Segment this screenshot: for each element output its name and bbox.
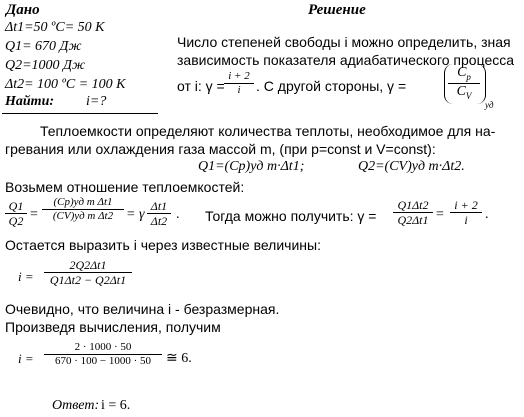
ratio-q1: Q1	[8, 199, 24, 213]
p3-text: Возьмем отношение теплоемкостей:	[5, 179, 245, 195]
gamma-period: .	[485, 207, 489, 222]
gamma-q-fraction	[393, 199, 433, 226]
calc-den: 670 · 100 − 1000 · 50	[54, 355, 152, 367]
cp-symbol: C	[457, 65, 467, 80]
ratio-num: (Cp)уд m Δt1	[53, 196, 113, 208]
cv-symbol: C	[456, 83, 466, 99]
find-label: Найти:	[5, 94, 55, 109]
find-value: i=?	[86, 94, 107, 109]
p2-line1: Теплоемкости определяют количества теплоты, необходимое для на-	[40, 123, 496, 139]
p2-q1-formula: Q1=(Cp)уд m·Δt1;	[198, 159, 305, 174]
ratio-dt2: Δt2	[150, 214, 168, 228]
i-label: i =	[18, 269, 34, 284]
gamma-den: i	[237, 84, 241, 96]
p6-text: Произведя вычисления, получим	[5, 319, 221, 335]
given-q2: Q2=1000 Дж	[5, 58, 85, 73]
given-q1: Q1= 670 Дж	[5, 39, 82, 54]
i-den: Q1Δt2 − Q2Δt1	[49, 273, 127, 287]
gamma-q-num: Q1Δt2	[397, 198, 429, 212]
p2-q2-formula: Q2=(CV)уд m·Δt2.	[358, 159, 465, 174]
p1-line3-b: . С другой стороны, γ =	[256, 78, 407, 94]
gamma-i-num: i + 2	[454, 198, 478, 212]
calc-fraction	[44, 342, 162, 367]
ratio-gamma: = γ	[126, 207, 145, 222]
gamma-eq2: =	[436, 207, 444, 222]
i-fraction	[44, 259, 132, 286]
ratio-dt1: Δt1	[150, 199, 168, 213]
gamma-q-den: Q2Δt1	[397, 213, 429, 227]
given-dt2: Δt2= 100 ºC = 100 К	[5, 77, 126, 92]
answer-label: Ответ:	[52, 398, 100, 413]
ud-sub: уд	[485, 100, 494, 110]
gamma-i-den: i	[464, 213, 468, 227]
ratio-c-fraction	[42, 197, 124, 222]
cp-sub: p	[466, 71, 471, 82]
calc-num: 2 · 1000 · 50	[74, 341, 132, 353]
gamma-fraction	[224, 71, 254, 96]
p5-text: Очевидно, что величина i - безразмерная.	[5, 301, 280, 317]
gamma-i-fraction	[450, 199, 482, 226]
cp-cv-fraction	[448, 66, 480, 101]
calc-label: i =	[18, 351, 34, 366]
p1-line2: зависимость показателя адиабатического процесса	[177, 52, 515, 68]
given-divider	[2, 113, 158, 114]
ratio-period: .	[176, 207, 180, 222]
answer-value: i = 6.	[101, 398, 131, 413]
p1-line1: Число степеней свободы i можно определить, зная	[177, 34, 511, 50]
ratio-eq: =	[30, 207, 38, 222]
ratio-dt-fraction	[147, 200, 171, 227]
p1-line3-a: от i: γ =	[177, 78, 225, 94]
ratio-q-fraction	[5, 200, 27, 227]
i-num: 2Q2Δt1	[69, 258, 107, 272]
p4-text: Остается выразить i через известные величины:	[5, 237, 321, 253]
gamma-num: i + 2	[228, 70, 250, 82]
p2-line2: гревания или охлаждения газа массой m, (при p=const и V=const):	[5, 141, 436, 157]
given-dt1: Δt1=50 ºC= 50 К	[5, 20, 105, 35]
ratio-den: (CV)уд m Δt2	[52, 210, 114, 222]
cv-sub: V	[465, 90, 472, 101]
then-text: Тогда можно получить: γ =	[205, 208, 377, 224]
given-heading: Дано	[6, 2, 40, 18]
solution-heading: Решение	[308, 2, 366, 18]
ratio-q2: Q2	[8, 214, 24, 228]
calc-result: ≅ 6.	[166, 351, 192, 366]
